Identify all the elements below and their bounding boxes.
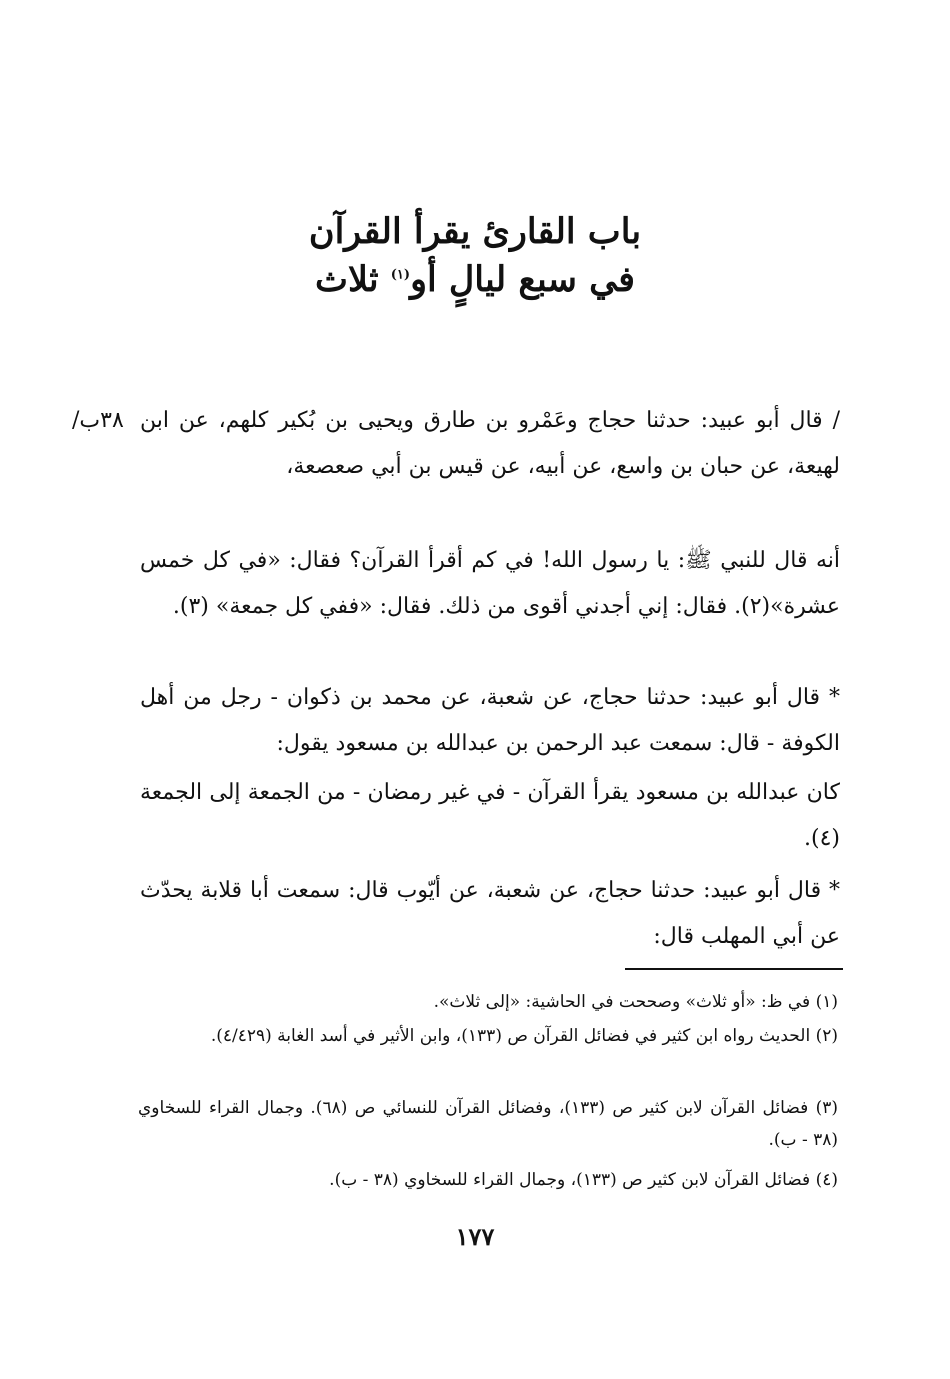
paragraph-isnad-1: / قال أبو عبيد: حدثنا حجاج وعَمْرو بن طارق ويحيى بن بُكير كلهم، عن ابن لهيعة، عن حبان بن واسع، عن أبيه، عن قيس بن أبي صعصعة،: [140, 408, 840, 479]
footnote-3: (٣) فضائل القرآن لابن كثير ص (١٣٣)، وفضائل القرآن للنسائي ص (٦٨). وجمال القراء للسخاوي (٣٨ - ب).: [138, 1098, 838, 1150]
chapter-title-footnote-marker: (١): [390, 267, 411, 283]
page-number: ١٧٧: [455, 1222, 495, 1251]
footnote-separator: [625, 968, 843, 970]
paragraph-isnad-3: * قال أبو عبيد: حدثنا حجاج، عن شعبة، عن أيّوب قال: سمعت أبا قلابة يحدّث عن أبي المهلب قال:: [140, 878, 840, 949]
paragraph-hadith-1: أنه قال للنبي ﷺ: يا رسول الله! في كم أقرأ القرآن؟ فقال: «في كل خمس عشرة»(٢). فقال: إني أجدني أقوى من ذلك. فقال: «ففي كل جمعة» (٣).: [140, 548, 840, 619]
paragraph-report-2: كان عبدالله بن مسعود يقرأ القرآن - في غير رمضان - من الجمعة إلى الجمعة (٤).: [140, 780, 840, 851]
chapter-title-text: في سبع ليالٍ أو: [410, 259, 635, 300]
footnote-4: (٤) فضائل القرآن لابن كثير ص (١٣٣)، وجمال القراء للسخاوي (٣٨ - ب).: [329, 1170, 838, 1190]
chapter-title-line-1: باب القارئ يقرأ القرآن: [308, 211, 642, 252]
chapter-title-ending: ثلاث: [315, 259, 391, 300]
paragraph-isnad-2: * قال أبو عبيد: حدثنا حجاج، عن شعبة، عن محمد بن ذكوان - رجل من أهل الكوفة - قال: سمعت عبد الرحمن بن عبدالله بن مسعود يقول:: [140, 685, 840, 756]
manuscript-folio-reference: /٣٨ب: [72, 408, 124, 433]
footnote-1: (١) في ظ: «أو ثلاث» وصححت في الحاشية: «إلى ثلاث».: [433, 992, 838, 1012]
footnote-2: (٢) الحديث رواه ابن كثير في فضائل القرآن ص (١٣٣)، وابن الأثير في أسد الغابة (٤/٤٢٩).: [210, 1026, 838, 1046]
chapter-title-line-2: [200, 258, 750, 302]
